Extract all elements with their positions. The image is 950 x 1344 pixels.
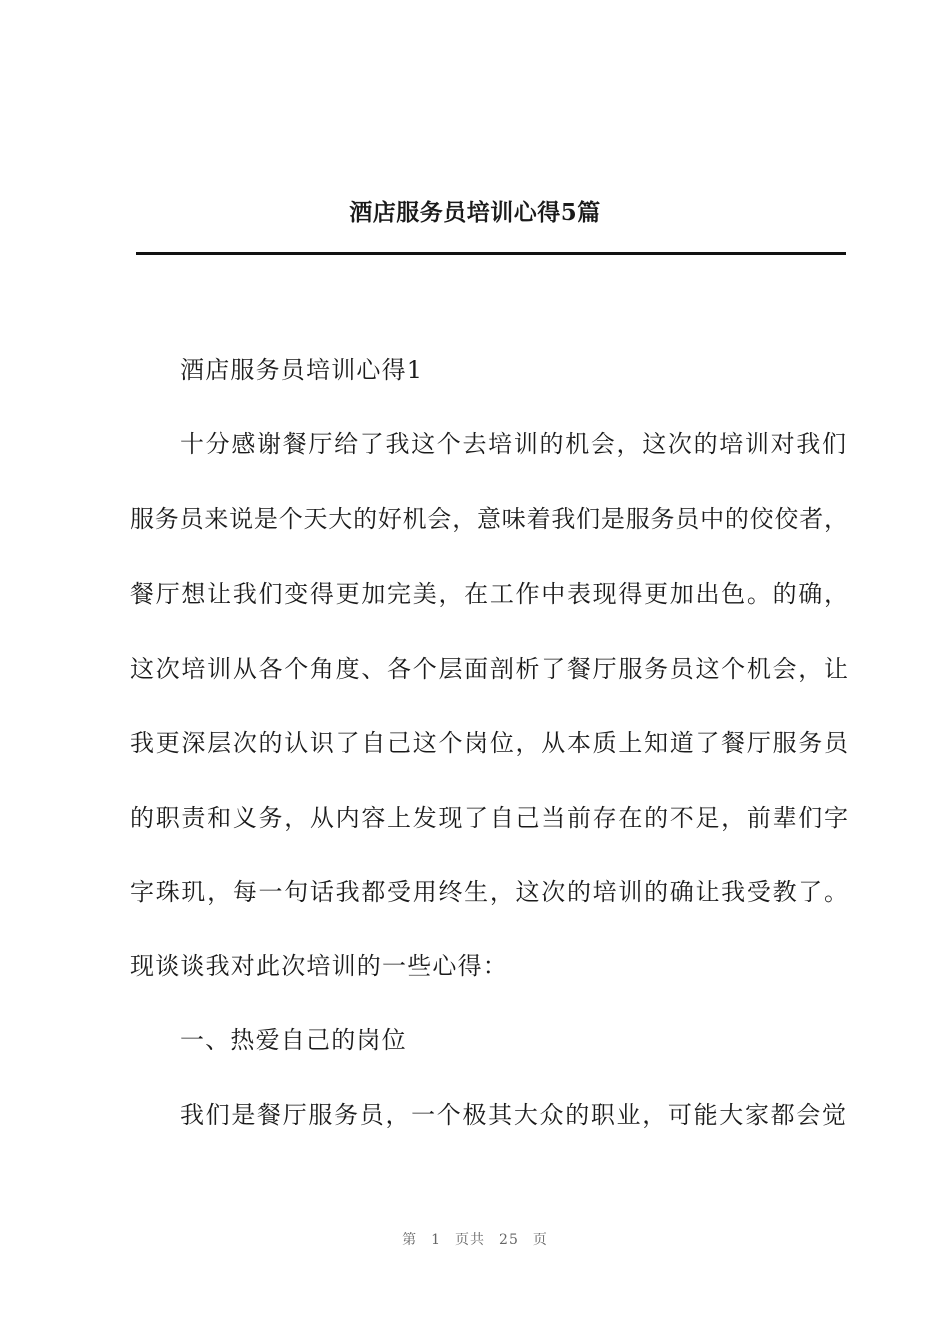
section-heading: 酒店服务员培训心得1 xyxy=(180,356,424,384)
subsection-heading: 一、热爱自己的岗位 xyxy=(180,1026,407,1054)
paragraph-line: 十分感谢餐厅给了我这个去培训的机会，这次的培训对我们 xyxy=(180,430,846,458)
footer-total-pages: 25 xyxy=(499,1232,519,1248)
paragraph-line: 服务员来说是个天大的好机会，意味着我们是服务员中的佼佼者， xyxy=(130,505,848,533)
footer-prefix: 第 xyxy=(402,1232,418,1248)
footer-middle: 页共 xyxy=(455,1232,486,1248)
footer-page-number: 1 xyxy=(431,1232,442,1248)
paragraph-line: 我们是餐厅服务员，一个极其大众的职业，可能大家都会觉 xyxy=(180,1101,846,1129)
paragraph-line: 的职责和义务，从内容上发现了自己当前存在的不足，前辈们字 xyxy=(130,804,848,832)
paragraph-line: 我更深层次的认识了自己这个岗位，从本质上知道了餐厅服务员 xyxy=(130,729,848,757)
footer-suffix: 页 xyxy=(532,1232,548,1248)
title-divider xyxy=(136,252,846,255)
document-title: 酒店服务员培训心得5篇 xyxy=(349,199,601,226)
paragraph-line: 现谈谈我对此次培训的一些心得： xyxy=(130,952,508,980)
paragraph-line: 字珠玑，每一句话我都受用终生，这次的培训的确让我受教了。 xyxy=(130,878,848,906)
paragraph-line: 餐厅想让我们变得更加完美，在工作中表现得更加出色。的确， xyxy=(130,580,848,608)
paragraph-line: 这次培训从各个角度、各个层面剖析了餐厅服务员这个机会，让 xyxy=(130,655,848,683)
page-footer xyxy=(0,1229,950,1249)
